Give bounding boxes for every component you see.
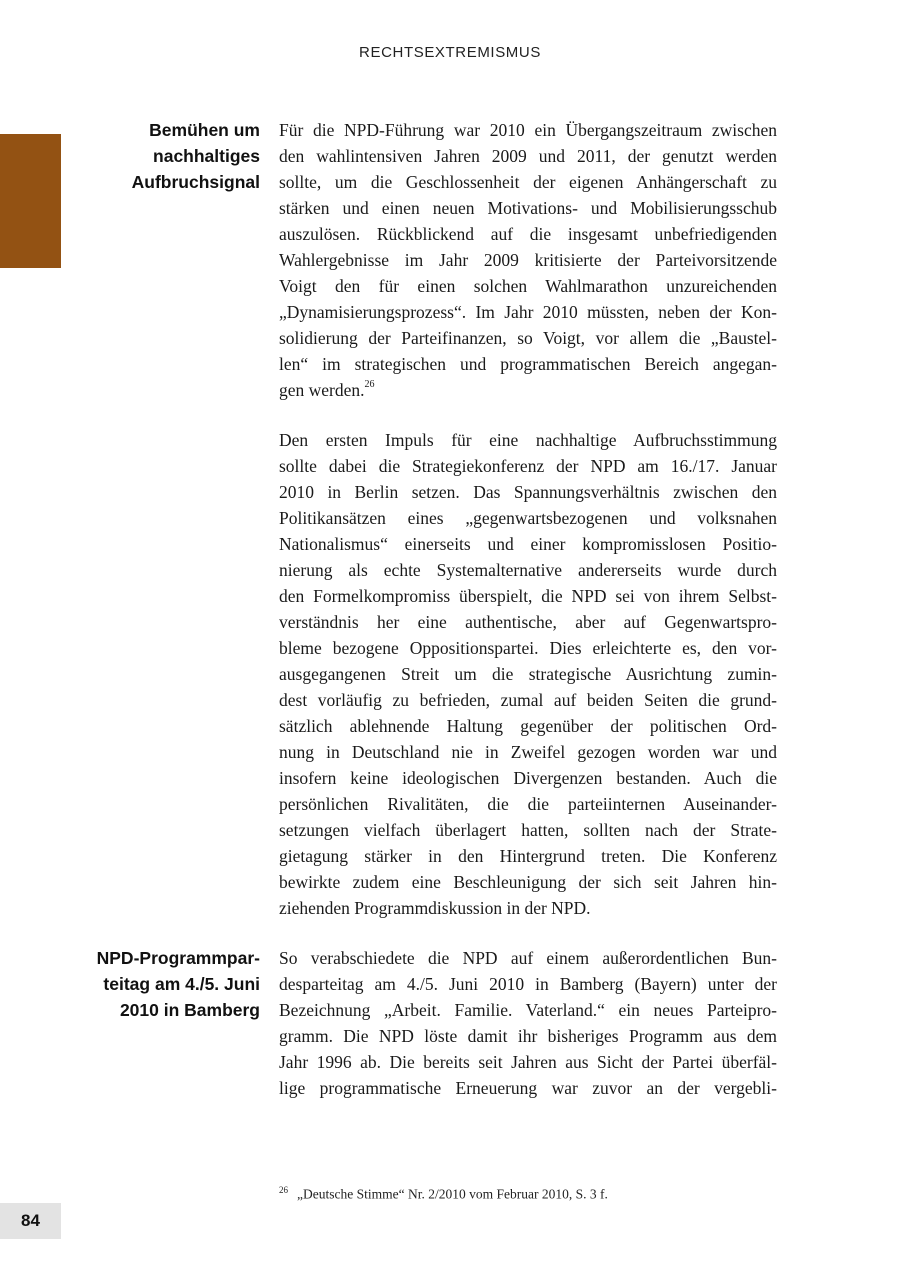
text-line: sätzlich ablehnende Haltung gegenüber der politischen Ord- [279, 716, 777, 736]
text-line-content: gen werden. [279, 380, 365, 400]
text-line: Bezeichnung „Arbeit. Familie. Vaterland.“ ein neues Parteipro- [279, 1000, 777, 1020]
text-line: nierung als echte Systemalternative andererseits wurde durch [279, 560, 777, 580]
text-line: stärken und einen neuen Motivations- und Mobilisierungsschub [279, 198, 777, 218]
margin-heading-line: Bemühen um [149, 120, 260, 140]
margin-heading-aufbruchsignal [60, 117, 260, 195]
footnote [279, 1185, 777, 1203]
margin-heading-line: Aufbruchsignal [131, 172, 260, 192]
text-line: So verabschiedete die NPD auf einem außerordentlichen Bun- [279, 948, 777, 968]
text-line: desparteitag am 4./5. Juni 2010 in Bamberg (Bayern) unter der [279, 974, 777, 994]
text-line: „Dynamisierungsprozess“. Im Jahr 2010 müssten, neben der Kon- [279, 302, 777, 322]
text-line: ziehenden Programmdiskussion in der NPD. [279, 898, 591, 918]
margin-heading-line: nachhaltiges [153, 146, 260, 166]
running-head: RECHTSEXTREMISMUS [359, 44, 541, 61]
text-line: sollte, um die Geschlossenheit der eigenen Anhängerschaft zu [279, 172, 777, 192]
margin-heading-programmparteitag [60, 945, 260, 1023]
chapter-color-tab [0, 134, 61, 268]
text-line: den wahlintensiven Jahren 2009 und 2011, der genutzt werden [279, 146, 777, 166]
paragraph-3 [279, 945, 777, 1101]
text-line: Voigt den für einen solchen Wahlmarathon unzureichenden [279, 276, 777, 296]
text-line: Nationalismus“ einerseits und einer kompromisslosen Positio- [279, 534, 777, 554]
text-line: lige programmatische Erneuerung war zuvor an der vergebli- [279, 1078, 777, 1098]
text-line: persönlichen Rivalitäten, die die parteiinternen Auseinander- [279, 794, 777, 814]
text-line: Jahr 1996 ab. Die bereits seit Jahren aus Sicht der Partei überfäl- [279, 1052, 777, 1072]
footnote-text: „Deutsche Stimme“ Nr. 2/2010 vom Februar 2010, S. 3 f. [297, 1186, 608, 1202]
text-line: gietagung stärker in den Hintergrund treten. Die Konferenz [279, 846, 777, 866]
text-line: bewirkte zudem eine Beschleunigung der sich seit Jahren hin- [279, 872, 777, 892]
paragraph-1 [279, 117, 777, 403]
text-line: 2010 in Berlin setzen. Das Spannungsverhältnis zwischen den [279, 482, 777, 502]
text-line: nung in Deutschland nie in Zweifel gezogen worden war und [279, 742, 777, 762]
text-line: den Formelkompromiss überspielt, die NPD sei von ihrem Selbst- [279, 586, 777, 606]
text-line: verständnis her eine authentische, aber auf Gegenwartspro- [279, 612, 777, 632]
text-line: solidierung der Parteifinanzen, so Voigt, vor allem die „Baustel- [279, 328, 777, 348]
margin-heading-line: NPD-Programmpar- [96, 948, 260, 968]
footnote-reference[interactable]: 26 [364, 379, 375, 391]
text-line: Wahlergebnisse im Jahr 2009 kritisierte der Parteivorsitzende [279, 250, 777, 270]
text-line: gramm. Die NPD löste damit ihr bisheriges Programm aus dem [279, 1026, 777, 1046]
text-line: Politikansätzen eines „gegenwartsbezogenen und volksnahen [279, 508, 777, 528]
text-line: dest vorläufig zu befrieden, zumal auf beiden Seiten die grund- [279, 690, 777, 710]
page-number: 84 [0, 1203, 61, 1239]
text-line: ausgegangenen Streit um die strategische Ausrichtung zumin- [279, 664, 777, 684]
text-line: bleme bezogene Oppositionspartei. Dies erleichterte es, den vor- [279, 638, 777, 658]
text-line: auszulösen. Rückblickend auf die insgesamt unbefriedigenden [279, 224, 777, 244]
text-line: sollte dabei die Strategiekonferenz der NPD am 16./17. Januar [279, 456, 777, 476]
text-line: insofern keine ideologischen Divergenzen bestanden. Auch die [279, 768, 777, 788]
text-line: len“ im strategischen und programmatischen Bereich angegan- [279, 354, 777, 374]
footnote-number: 26 [279, 1185, 288, 1195]
margin-heading-line: 2010 in Bamberg [119, 1000, 260, 1020]
margin-heading-line: teitag am 4./5. Juni [103, 974, 260, 994]
text-line: Für die NPD-Führung war 2010 ein Übergangszeitraum zwischen [279, 120, 777, 140]
text-line-last [279, 377, 777, 403]
paragraph-2 [279, 427, 777, 921]
text-line: Den ersten Impuls für eine nachhaltige Aufbruchsstimmung [279, 430, 777, 450]
text-line: setzungen vielfach überlagert hatten, sollten nach der Strate- [279, 820, 777, 840]
